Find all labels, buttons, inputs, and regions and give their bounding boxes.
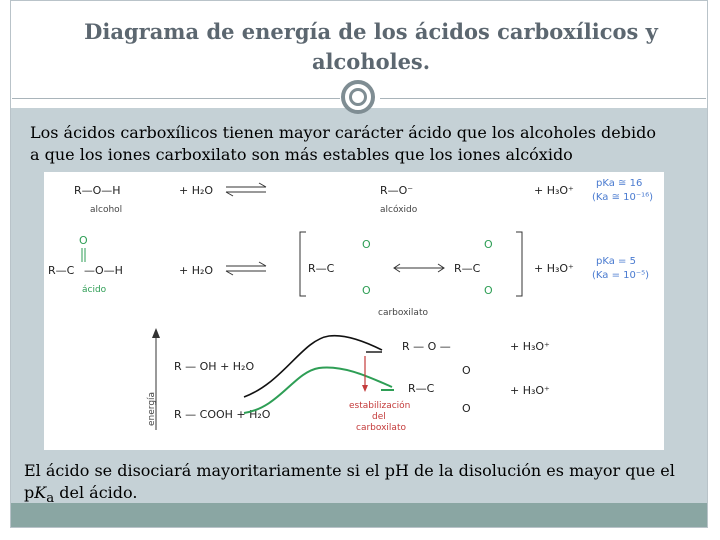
carboxylate-a-o2: O xyxy=(362,284,371,297)
stabilization-label-3: carboxilato xyxy=(356,423,406,433)
row1-water: + H₂O xyxy=(179,184,214,197)
alkoxide-label: alcóxido xyxy=(380,205,418,215)
ring-ornament-icon xyxy=(341,80,375,114)
carboxylate-b: R—C xyxy=(454,262,481,275)
energy-hydronium-1: + H₃O⁺ xyxy=(510,340,550,353)
alcohol-label: alcohol xyxy=(90,205,123,215)
paragraph-dissociation xyxy=(24,460,684,510)
acid-formula-right: —O—H xyxy=(84,264,123,277)
energy-diagram-svg xyxy=(44,172,664,450)
energy-diagram-figure xyxy=(44,172,664,450)
carboxylate-label: carboxilato xyxy=(378,308,428,318)
alkoxide-formula: R—O⁻ xyxy=(380,184,414,197)
acid-formula-left: R—C xyxy=(48,264,75,277)
carboxylate-energy-label: R—C xyxy=(408,382,435,395)
alcohol-formula: R—O—H xyxy=(74,184,121,197)
row1-hydronium: + H₃O⁺ xyxy=(534,184,574,197)
dissociation-text-2: del ácido. xyxy=(54,483,138,502)
row2-hydronium: + H₃O⁺ xyxy=(534,262,574,275)
alcohol-energy-label: R — OH + H₂O xyxy=(174,360,255,373)
acid-ka: (Ka = 10⁻⁵) xyxy=(592,270,650,281)
acid-pka: pKa = 5 xyxy=(596,256,636,267)
pka-k: K xyxy=(34,483,47,502)
dissociation-text-1: El ácido se disociará mayoritariamente si el pH de la disolución es mayor que el p xyxy=(24,461,675,502)
carboxylate-b-o1: O xyxy=(484,238,493,251)
paragraph-acidity: Los ácidos carboxílicos tienen mayor carácter ácido que los alcoholes debido a que los iones carboxilato son más estables que los iones alcóxido xyxy=(30,123,656,164)
energy-axis-label: energía xyxy=(147,391,157,426)
equilibrium-arrow-icon xyxy=(226,262,266,275)
alkoxide-energy-label: R — O — xyxy=(402,340,451,353)
stabilization-arrow-icon xyxy=(362,385,368,392)
resonance-bracket-left xyxy=(300,232,306,296)
alcohol-pka: pKa ≅ 16 xyxy=(596,178,643,189)
energy-hydronium-2: + H₃O⁺ xyxy=(510,384,550,397)
stabilization-label-1: estabilización xyxy=(349,401,411,411)
acid-energy-label: R — COOH + H₂O xyxy=(174,408,271,421)
divider-right xyxy=(380,98,706,99)
alcohol-energy-curve xyxy=(244,336,382,397)
carboxylate-a-o1: O xyxy=(362,238,371,251)
carboxylate-a: R—C xyxy=(308,262,335,275)
energy-carboxylate-o1: O xyxy=(462,364,471,377)
equilibrium-arrow-icon xyxy=(226,183,266,196)
alcohol-ka: (Ka ≅ 10⁻¹⁶) xyxy=(592,192,654,203)
pka-subscript: a xyxy=(46,491,55,507)
acid-label: ácido xyxy=(82,285,107,295)
energy-axis-arrow-icon xyxy=(152,328,160,338)
divider-left xyxy=(12,98,340,99)
energy-carboxylate-o2: O xyxy=(462,402,471,415)
acid-carbonyl-o: O xyxy=(79,234,88,247)
resonance-bracket-right xyxy=(516,232,522,296)
stabilization-label-2: del xyxy=(372,412,386,422)
slide-title: Diagrama de energía de los ácidos carboxílicos y alcoholes. xyxy=(84,19,658,74)
resonance-arrow-icon xyxy=(394,264,444,272)
carboxylate-b-o2: O xyxy=(484,284,493,297)
row2-water: + H₂O xyxy=(179,264,214,277)
